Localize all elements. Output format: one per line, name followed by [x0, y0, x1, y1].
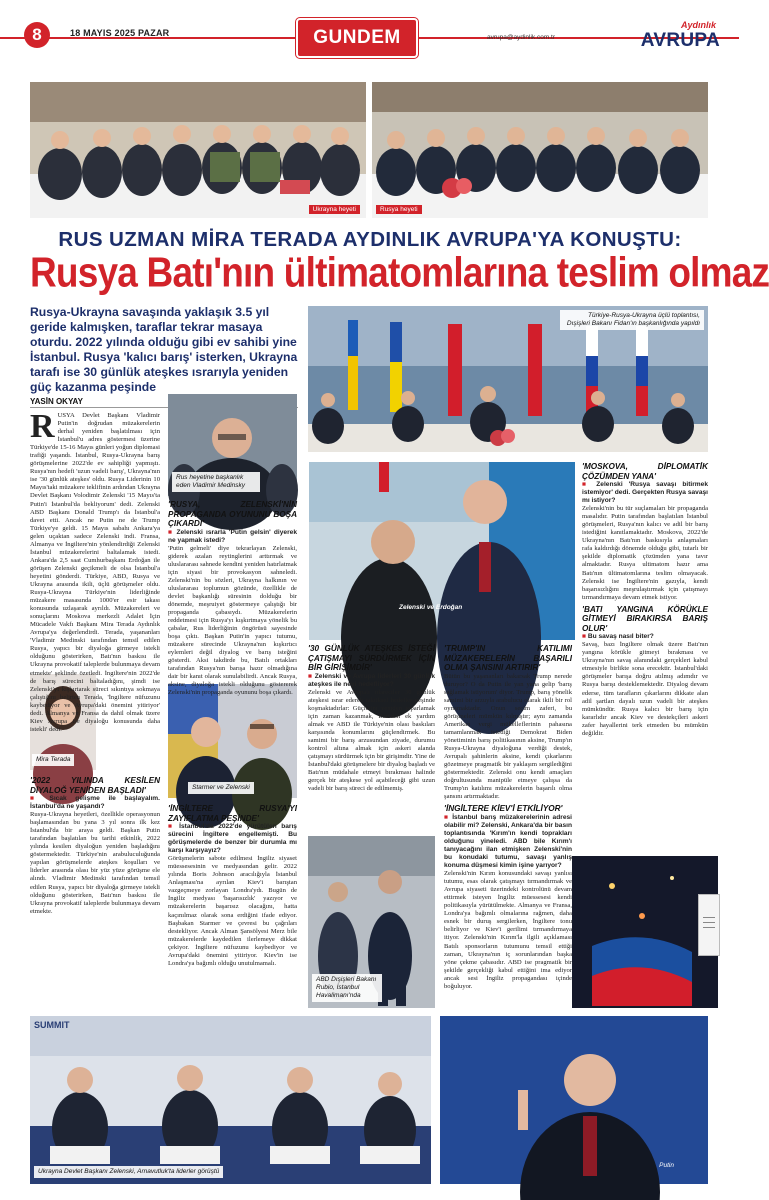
contact-email: avrupa@aydinlik.com.tr [487, 34, 556, 41]
drop-cap: R [30, 408, 55, 445]
article-column-4 [444, 644, 572, 1012]
delegation-scene-illustration [372, 82, 708, 218]
newspaper-logo [636, 20, 720, 54]
putin-illustration [440, 1016, 708, 1184]
article-column-2-bottom [168, 804, 297, 1012]
caption-zelensky-erdogan: Zelenski ve Erdoğan [399, 604, 463, 611]
photo-trilateral-meeting [308, 306, 708, 452]
caption-rubio: ABD Dışişleri Bakanı Rubio, İstanbul Havalimanı'nda [312, 974, 382, 1002]
question-2: ■ Zelenski ısrarla 'Putin gelsin' diyerek ne yapmak istedi? [168, 529, 297, 545]
subhead-2: 'RUSYA, ZELENSKİ'NİN PROPAGANDA OYUNUNU BOŞA ÇIKARDI' [168, 500, 297, 528]
subhead-1: '2022 YILINDA KESİLEN DİYALOĞ YENİDEN BAŞLADI' [30, 776, 160, 795]
photo-summit [30, 1016, 431, 1184]
photo-putin [440, 1016, 708, 1184]
caption-putin: Putin [659, 1162, 674, 1169]
summit-label: SUMMIT [34, 1020, 70, 1030]
photo-ukraine-delegation [30, 82, 366, 218]
question-4: ■ Zelenski ve Avrupa liderleri 30 günlük ateşkes ile neyi hedefliyor? [308, 673, 435, 689]
article-intro: USYA Devlet Başkanı Vladimir Putin'in doğrudan müzakerelerin derhal yeniden başlatılması için İstanbul'u adres göstermesi üzerine Türkiye'de 15-16 Mayıs günleri yoğun diplomasi trafiği yaşandı. İstanbul, Rusya-Ukrayna barış görüşmelerine 2022'de ev sahipliği yapmıştı. Rusya'nın hedefi 'uzun vadeli barış', Ukrayna'nın ise '30 günlük ateşkes' oldu. Rusya Liderinin 10 Mayıs'taki müzakere teklifinin ardından Ukrayna Devlet Başkanı Volodimir Zelenski '15 Mayıs'ta Putin'i İstanbul'da bekliyorum' dedi. Zelenski ABD Başkanı Donald Trump'ı da İstanbul'a davet etti. Ancak ne Putin ne de Trump Türkiye'ye geldi. 15 Mayıs sabahı Ankara'ya gelen uçaktan sadece Zelenski indi. Fransa, Almanya ve İngiltere'nin yönlendirdiği Zelenski İstanbul müzakerelerini baltalamak istedi. Ankara'da 2,5 saat Cumhurbaşkanı Erdoğan ile görüşen Zelenski geçikmeli de olsa İstanbul'a heyetini gönderdi. Türkiye, ABD, Rusya ve Ukrayna arasında ikili, üçlü görüşmeler oldu. Rusya-Ukrayna Türkiye'nin liderliğinde müzakere masasında 1000'er esir takası konusunda uzlaşarak ayrıldı. Müzakereleri ve sonuçlarını Moskova merkezli Adalet İçin Mücadele Vakfı Başkanı Mira Terada Aydınlık Avrupa'ya değerlendirdi. Terada, yaşananları 'Vladimir Medinski tarafından temsil edilen Rusya, yapıcı bir diyaloğa girmeye istekli olduğunu gösterirken, Batı'nın baskısı ile Ukrayna provokatif taleplerde bulunmaya devam etmekte' şeklinde özetledi. İngiltere'nin 2022'de de barış sürecini baltaladığını, şimdi ise Zelenski'yi kışkırtarak süreci sıkıntıya sokmaya çalıştığını belirten Terada, 'İngiltere nüfuzunu kaybediyor ve Avrupa'daki önemini yitiriyor' dedi. Almanya ve Fransa da dahil olmak üzere Kiev Avrupa ise diyaloğu konusunda daha istekli' dedi. [30, 412, 160, 733]
article-column-5 [582, 462, 708, 852]
subhead-4: '30 GÜNLÜK ATEŞKES İSTEĞİ ÇATIŞMAYI SÜRDÜRMEK İÇİN BİR GİRİŞİMDİR' [308, 644, 435, 672]
article-kicker: RUS UZMAN MİRA TERADA AYDINLIK AVRUPA'YA KONUŞTU: [58, 228, 682, 251]
photo-zelensky-erdogan [309, 462, 575, 640]
subhead-3: 'İNGİLTERE RUSYA'YI ZAYIFLATMA PEŞİNDE' [168, 804, 297, 823]
subhead-6: 'İNGİLTERE KİEV'İ ETKİLİYOR' [444, 804, 563, 814]
subhead-7: 'MOSKOVA, DİPLOMATİK ÇÖZÜMDEN YANA' [582, 462, 708, 481]
caption-starmer-zelensky: Starmer ve Zelenski [188, 782, 254, 794]
answer-1: Rusya-Ukrayna heyetleri, özellikle operasyonun başlamasından bu yana 3 yıl sonra ilk kez İstanbul'da bir araya geldi. Başkan Putin tarafından başlatılan bu tarihi etkinlik, 2022 yılında kesilen diyaloğun yeniden başladığını göstermektedir. Türkiye'nin arabuluculuğunda yapılan görüşmelerde ateşkes koşulları ve liderler arasında olası bir yüz yüze görüşme ele alındı. Vladimir Medinski tarafından temsil edilen Rusya, yapıcı bir diyaloğa girmeye istekli olduğunu gösterirken, Batı'nın baskısı ile Ukrayna provokatif taleplerde bulunmaya devam etmekte. [30, 811, 160, 915]
caption-medinsky: Rus heyetine başkanlık eden Vladimir Medinsky [172, 472, 260, 492]
page-number: 8 [24, 22, 50, 48]
logo-small-text: Aydınlık [680, 20, 716, 30]
flag-night-illustration [572, 856, 718, 1008]
answer-7: Zelenski'nin bu tür suçlamaları bir propaganda masalıdır. Putin tarafından başlatılan İstanbul görüşmeleri, Rusya'nın kalıcı ve adil bir barış istediğini kanıtlamaktadır. Moskova, 2022'de Ukrayna'nın Batı'nın baskısıyla anlaşmaları rafa kaldırdığı dönemde olduğu gibi, tutarlı bir şekilde diplomatik çözümden yana tavır almaktadır. Rusya ultimatom hazır ama Batı'nın ültimatomlarına teslim olmayacak. Zelenski ise İngiltere'nin gazıyla, kendi başarısızlığını meşrulaştırmak için çatışmayı tırmandırmaya devam etmek istiyor. [582, 505, 708, 601]
article-headline: Rusya Batı'nın ültimatomlarına teslim olmaz [30, 249, 769, 296]
article-column-1-wrap [100, 674, 160, 772]
page-header [0, 0, 739, 62]
caption-terada: Mira Terada [32, 754, 74, 766]
photo-medinsky [168, 394, 297, 496]
question-6: ■ İstanbul barış müzakerelerinin adresi olabilir mi? Zelenski, Ankara'da bir basın toplantısında 'Kırım'ın kendi toprakları olduğunu yineledi. ABD bile Kırım'ı tanıyacağını ilan etmişken Zelenski'nin bu konudaki tutumu, savaşı yanlış konuma düşmesi kimin işine yarıyor? [444, 814, 572, 870]
article-column-3 [308, 644, 435, 830]
answer-3: Görüşmelerin sabote edilmesi İngiliz siyaset müessesesinin ve medyasından gelir. 2022 yılında Boris Johnson aracılığıyla İstanbul Anlaşması'na ayrılan Kiev'i barıştan vazgeçmeye zorlayan Londra'ydı. Bugün de İngiliz medyası 'başarısızlık' yazıyor ve müzakerelerin başarısız olacağını, hatta kaçınılmaz olarak sona erdiğini ifade ediyor. Başbakan Starmer ve çevresi bu çağrıları destekliyor. Ancak Alman Şansölyesi Merz bile müzakerelerde kaydedilen ilerlemeye dikkat çekiyor. İngiltere nüfuzunu kaybediyor ve Avrupa'daki önemini yitiriyor. Kiev'in ise Londra'ya bağımlı olduğu unutulmamalı. [168, 855, 297, 967]
section-label: GUNDEM [296, 18, 418, 58]
article-column-1-top [30, 408, 160, 733]
caption-trilateral-meeting: Türkiye-Rusya-Ukrayna üçlü toplantısı, Dışişleri Bakanı Fidan'ın başkanlığında yapıldı [560, 310, 704, 330]
scroll-menu-icon[interactable] [698, 894, 720, 956]
question-7: ■ Zelenski 'Rusya savaşı bitirmek istemiyor' dedi. Gerçekten Rusya savaşı mı istiyor? [582, 481, 708, 505]
article-spot: Rusya-Ukrayna savaşında yaklaşık 3.5 yıl geride kalmışken, taraflar tekrar masaya oturdu. 2022 yılında olduğu gibi ev sahibi yine İstanbul. Rusya 'kalıcı barış' isterken, Ukrayna tarafı ise 30 günlük ateşkes ısrarıyla yeniden güç kazanma peşinde [30, 305, 298, 394]
article-column-1-bottom [30, 776, 160, 1012]
answer-5: Bütün bu yaşananları bakarsak Trump nerede duruyor? O da Putin ile yan yana gelip 'barış sağlamak istiyorum' diyor. Trump, barış yönelik samimi bir arzuyla arabulucu olarak ikili bir rol oynamaktadır. Onun seçim zaferi, bu görüşmeleri mümkün kılmıştır; aynı zamanda Amerikan vergi mükelleflerinin pahasına tamamlanmak istediği Demokrat Biden yönetiminin barış politikasının aksine, Trump'ın Rusya-Ukrayna diyaloğuna verdiği destek, Avrupalı şahinlerin aksine, kendi çıkarlarını gözetmeye pragmatik bir yaklaşım sergilediğini göstermektedir. Zelenski onu kendi amaçları doğrultusunda manipüle etmeye çalışsa da Trump'ın katılımı müzakerelerin başarılı olma şansını artırmaktadır. [444, 672, 572, 801]
question-8: ■ Bu savaş nasıl biter? [582, 633, 708, 641]
photo-russia-delegation [372, 82, 708, 218]
delegation-scene-illustration [30, 82, 366, 218]
subhead-8: 'BATI YANGINA KÖRÜKLE GİTMEYİ BIRAKIRSA BARIŞ OLUR' [582, 604, 708, 633]
issue-date: 18 MAYIS 2025 PAZAR [70, 28, 170, 38]
answer-4: Zelenski ve Avrupalı idareciler 30 günlük ateşkesi ısrar ederek taktiksel hedefler peşinde koşmaktadırlar: Güçlerini yeniden toparlamak için zaman kazanmak, Batı'dan ek yardım almak ve ABD ile Türkiye'nin olası baskıları karşısında konumlarını güçlendirmek. Bu samimi bir barış arzusundan ziyade, durumu kontrol altına almak için askeri alanda çatışmayı sürdürmek için bir girişimdir. Yine de İstanbul'daki görüşmelere bir diyalog başladı ve Batı'nın müdahale etmeyi bırakması halinde gerçek bir ateşkese yol açabileceği gibi uzun vadeli bir barış süreci de edilmemiş. [308, 688, 435, 793]
starmer-zelensky-illustration [168, 684, 297, 798]
photo-starmer-zelensky [168, 684, 297, 798]
caption-ukraine-delegation: Ukrayna heyeti [309, 205, 360, 214]
byline: YASİN OKYAY [30, 397, 83, 406]
answer-6: Zelenski'nin Kırım konusundaki savaşı yanlısı tutumu, esas olarak çatışmayı tırmandırmak ve Avrupa siyaseti üzerindeki kontrolünü devam ettirmek isteyen İngiliz müessesesi kendi politikasıyla yürütülmekte. Almanya ve Fransa, Londra'ya bağımlı olmalarına rağmen, daha esnek bir duruş sergilerken, İngiltere tonu belirliyor ve Kiev'i gerilimi tırmandırmaya itiyor. Zelenski'nin Kırım'la ilgili açıklaması Batılı sponsorların tutumunu temsil ettiği zaman, Ukrayna'nın iç sorunlarından başka yöne çekme çabasıdır. ABD ise pragmatik bir şekilde gerçekliği kabul ettiğini ima ediyor ancak sesi İngiliz propagandası içinde boğuluyor. [444, 870, 572, 990]
photo-rubio [308, 836, 435, 1008]
question-3: ■ İstanbul'da 2022'de yürütülen barış sürecini İngiltere engellemişti. Bu görüşmelerde de benzer bir durumla mı karşı karşıyayız? [168, 823, 297, 855]
article-column-2-top [168, 500, 297, 697]
logo-big-text: AVRUPA [640, 30, 720, 51]
question-1: ■ Sıcak gelişme ile başlayalım. İstanbul'da ne yaşandı? [30, 795, 160, 811]
caption-russia-delegation: Rusya heyeti [376, 205, 422, 214]
summit-illustration [30, 1016, 431, 1184]
photo-flag-night [572, 856, 718, 1008]
answer-2: 'Putin gelmeli' diye tekrarlayan Zelenski, giderek azalan reytinglerini arttırmak ve uluslararası sahnede kendini yeniden hatırlatmak için siyasi bir provokasyon sahneledi. Zelenski'nin bu sözleri, Ukrayna halkının ve uluslararası toplumun gözünde, özellikle de devlet başkanlığı süresinin dolduğu bir dönemde, meşruiyet göstermeye çalıştığı bir propaganda çabasıydı. Müzakerelerin reddetmesi için Rusya'yı kışkırtmaya yönelik bu çabalar, Rus liderliğinin öngörüsü sayesinde boşa çıktı. Başkan Putin'in yapıcı tutumu, müzakere sürecinde Ukrayna'nın kışkırtıcı eylemleri değil diyalog ve barış isteğini gösterdi. Aksi takdirde bu, Batılı ortakları tarafından Rusya'nın barışa hazır olmadığına dair bir kanıt olarak sunulabilirdi. Ancak Rusya, aksine, diyaloğa istekli olduğunu göstererek Zelenski'nin propaganda oyununu boşa çıkardı. [168, 544, 297, 697]
subhead-5: 'TRUMP'IN KATILIMI MÜZAKERELERİN BAŞARILI OLMA ŞANSINI ARTIRIR' [444, 644, 572, 672]
answer-8: Savaş, bazı İngiltere olmak üzere Batı'nın yangına körükle gitmeyi bırakması ve Ukrayna'nın savaş alanındaki gerçekleri kabul etmesiyle birlikte sona erecektir. İstanbul'daki görüşmeler barışa doğru atılmış adımdır ve Rusya barışı desteklemektedir. Diyalog devam ederse, tüm tarafların çıkarlarını dikkate alan adil şartları dayalı uzun vadeli bir ateşkes mümkündür. Rusya kalıcı bir barış için kararlıdır ancak Kiev ve destekçileri askeri zafer hayallerini terk etmeden bu mümkün değildir. [582, 641, 708, 737]
caption-summit: Ukrayna Devlet Başkanı Zelenski, Arnavutluk'ta liderler görüştü [34, 1166, 223, 1178]
